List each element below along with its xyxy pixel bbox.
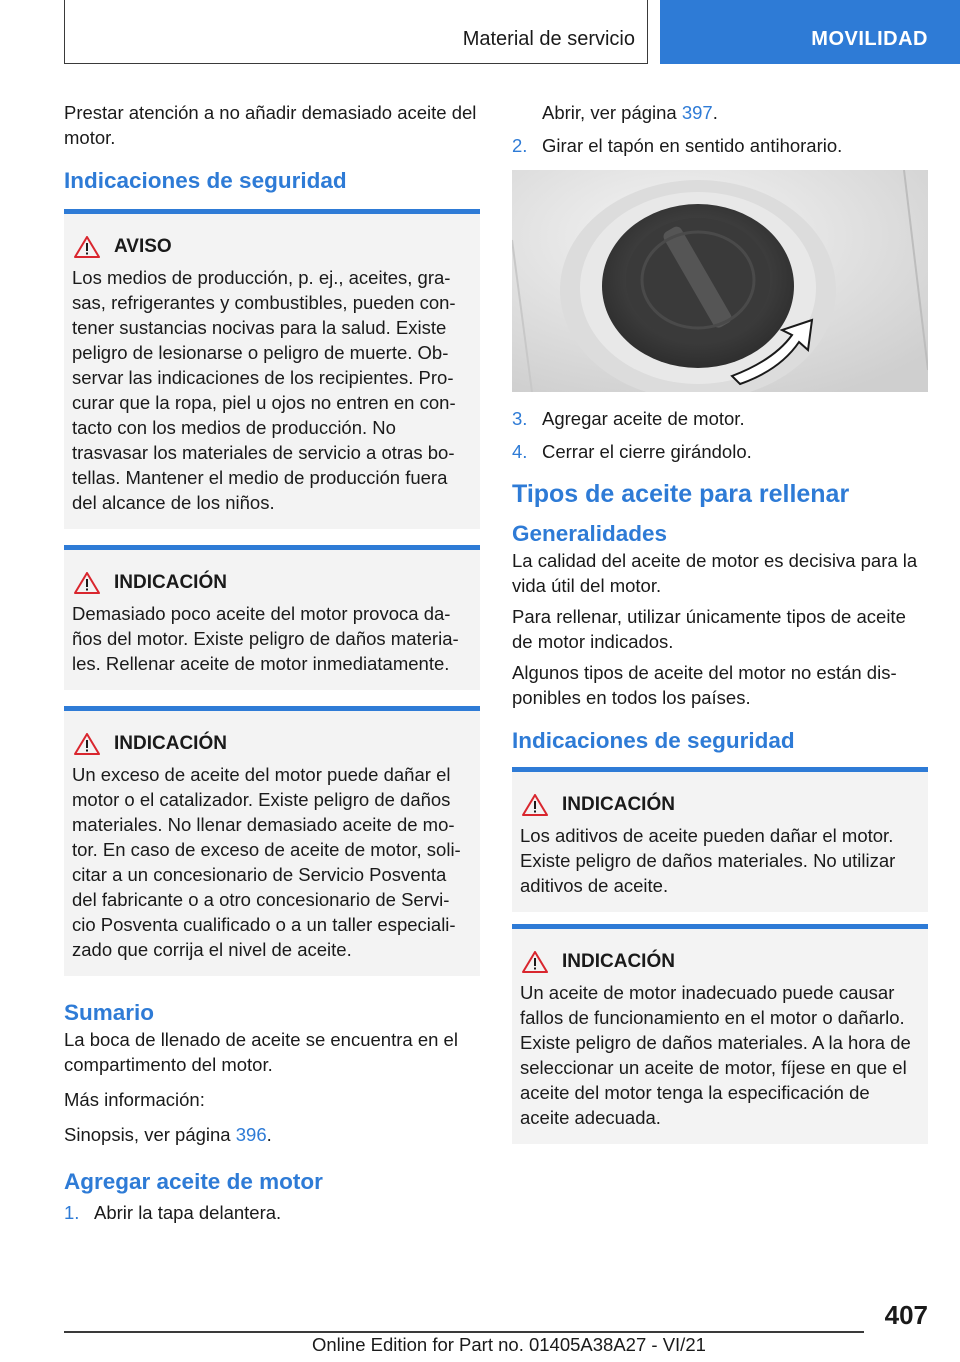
notice-title: INDICACIÓN (114, 733, 227, 754)
step-number: 1. (64, 1202, 80, 1223)
list-item (512, 406, 928, 431)
notice-title: AVISO (114, 236, 172, 257)
synopsis-reference (64, 1122, 480, 1147)
list-item (512, 100, 928, 125)
summary-text: La boca de llenado de aceite se encuentra en el compartimento del motor. (64, 1029, 458, 1075)
header-chapter-tab (660, 0, 960, 64)
step-text: Abrir la tapa delantera. (94, 1202, 282, 1223)
steps-list-right (512, 100, 928, 158)
notice-indicacion (512, 767, 928, 912)
step-page-link[interactable]: 397 (681, 102, 713, 123)
notice-body: Los aditivos de aceite pueden dañar el motor. Existe peligro de daños materiales. No utilizar aditivos de aceite. (520, 825, 896, 896)
notice-body: Un aceite de motor inadecuado puede causar fallos de funcionamiento en el motor o dañarlo. Existe peligro de daños materiales. A la hora de seleccionar un aceite de motor, fíjese en que el aceite del motor tenga la especificación de aceite adecuada. (520, 982, 911, 1128)
warning-triangle-icon (522, 794, 548, 816)
general-paragraph-2: Para rellenar, utilizar únicamente tipos de aceite de motor indicados. (512, 606, 906, 652)
general-paragraph-1: La calidad del aceite de motor es decisiva para la vida útil del motor. (512, 550, 918, 596)
list-item (512, 133, 928, 158)
intro-text: Prestar atención a no añadir demasiado aceite del motor. (64, 102, 477, 148)
oil-cap-illustration (512, 170, 928, 392)
notice-aviso (64, 209, 480, 529)
steps-list-right-2 (512, 406, 928, 464)
oil-cap-photo (512, 170, 928, 392)
add-oil-heading: Agregar aceite de motor (64, 1169, 323, 1194)
general-heading: Generalidades (512, 521, 668, 546)
notice-title: INDICACIÓN (114, 572, 227, 593)
step-text: Girar el tapón en sentido antihorario. (542, 135, 843, 156)
footer-edition: Online Edition for Part no. 01405A38A27 - VI/21 (312, 1334, 706, 1355)
footer-divider (64, 1331, 864, 1333)
step-number: 4. (512, 441, 528, 462)
list-item (512, 439, 928, 464)
right-column (512, 100, 928, 1144)
notice-body: Un exceso de aceite del motor puede dañar el motor o el catalizador. Existe peligro de daños materiales. No llenar demasiado aceite de mo-tor. En caso de exceso de aceite de motor, soli-citar a un concesionario de Servicio Posventa del fabricante o a otro concesionario de Servi-cio Posventa cualificado o a un taller especiali-zado que corrija el nivel de aceite. (72, 764, 461, 960)
more-info-text: Más información: (64, 1089, 205, 1110)
step-number: 3. (512, 408, 528, 429)
step-number: 2. (512, 135, 528, 156)
header-section-title: Material de servicio (462, 28, 635, 50)
general-paragraph-3: Algunos tipos de aceite del motor no están dis-ponibles en todos los países. (512, 662, 897, 708)
step-text: Cerrar el cierre girándolo. (542, 441, 752, 462)
warning-triangle-icon (74, 733, 100, 755)
step-continuation-suffix: . (712, 102, 718, 123)
synopsis-prefix: Sinopsis, ver página (64, 1124, 236, 1145)
list-item (64, 1200, 480, 1225)
header-section-box (64, 0, 648, 64)
notice-indicacion (64, 545, 480, 690)
steps-list-left (64, 1200, 480, 1225)
notice-indicacion (64, 706, 480, 976)
page-number: 407 (884, 1300, 928, 1330)
notice-body: Demasiado poco aceite del motor provoca da-ños del motor. Existe peligro de daños materia-les. Rellenar aceite de motor inmediatamente. (72, 603, 459, 674)
synopsis-suffix: . (266, 1124, 272, 1145)
notice-body: Los medios de producción, p. ej., aceites, gra-sas, refrigerantes y combustibles, pueden con-tener sustancias nocivas para la salud. Existe peligro de lesionarse o peligro de muerte. Ob-servar las indicaciones de los recipientes. Pro-curar que la ropa, piel u ojos no entren en con-tacto con los medios de producción. No trasvasar los materiales de servicio a otras bo-tellas. Mantener el medio de producción fuera del alcance de los niños. (72, 267, 456, 513)
safety-heading-left: Indicaciones de seguridad (64, 168, 347, 193)
step-continuation-prefix: Abrir, ver página (542, 102, 682, 123)
notice-title: INDICACIÓN (562, 951, 675, 972)
notice-indicacion (512, 924, 928, 1144)
summary-heading: Sumario (64, 1000, 155, 1025)
warning-triangle-icon (74, 572, 100, 594)
step-text: Agregar aceite de motor. (542, 408, 745, 429)
safety-heading-right: Indicaciones de seguridad (512, 728, 795, 753)
header-chapter-label: MOVILIDAD (811, 28, 928, 50)
warning-triangle-icon (74, 236, 100, 258)
warning-triangle-icon (522, 951, 548, 973)
notice-title: INDICACIÓN (562, 794, 675, 815)
synopsis-page-link[interactable]: 396 (235, 1124, 267, 1145)
left-column (64, 100, 480, 1233)
oil-types-heading: Tipos de aceite para rellenar (512, 480, 850, 508)
